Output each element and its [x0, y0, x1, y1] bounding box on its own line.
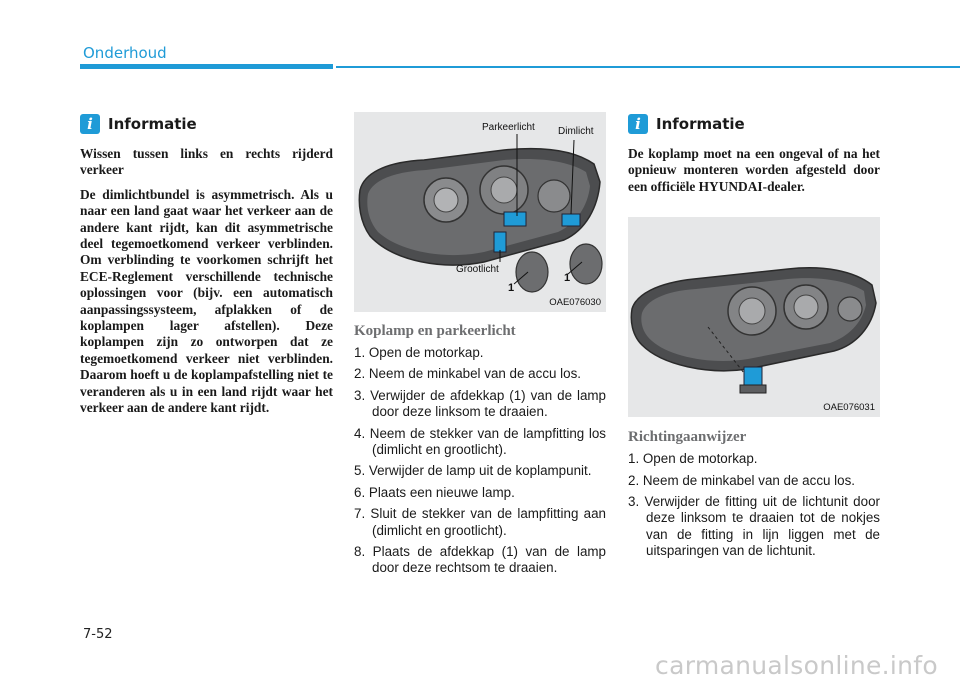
info-title: Informatie	[656, 115, 745, 133]
column-right	[628, 112, 880, 565]
list-item: 2. Neem de minkabel van de accu los.	[354, 366, 582, 382]
column-left	[80, 112, 333, 425]
callout-number: 1	[564, 272, 571, 284]
list-item: 2. Neem de minkabel van de accu los.	[628, 472, 856, 488]
page-number: 7-52	[83, 627, 113, 642]
headlamp-turn-signal-illustration	[628, 217, 880, 417]
list-item: 3. Verwijder de afdekkap (1) van de lamp door deze linksom te draaien.	[354, 387, 606, 420]
list-item: 4. Neem de stekker van de lampfitting los (dimlicht en grootlicht).	[354, 425, 606, 458]
watermark: carmanualsonline.info	[655, 651, 938, 680]
steps-list-headlamp	[354, 345, 606, 577]
column-middle	[354, 112, 606, 582]
info-body: De koplamp moet na een ongeval of na het opnieuw monteren worden afgesteld door een officiële HYUNDAI-dealer.	[628, 146, 880, 194]
list-item: 1. Open de motorkap.	[354, 345, 484, 360]
callout-parking-light: Parkeerlicht	[482, 122, 535, 133]
section-heading-turn-signal: Richtingaanwijzer	[628, 429, 747, 446]
info-header	[80, 112, 333, 136]
info-body: De dimlichtbundel is asymmetrisch. Als u naar een land gaat waar het verkeer aan de andere kant rijdt, kan dit asymmetrische deel tegemoetkomend verkeer verblinden. Om verblinding te voorkomen schrijft het ECE-Reglement verschillende technische oplossingen voor (bijv. een automatisch aanpassingssysteem, afplakken of de koplampen lager afstellen). Deze koplampen zijn zo ontworpen dat ze tegemoetkomend verkeer niet verblinden. Daarom hoeft u de koplampafstelling niet te veranderen als u in een land rijdt waar het verkeer aan de andere kant rijdt.	[80, 186, 333, 416]
figure-code: OAE076030	[549, 297, 601, 308]
list-item: 7. Sluit de stekker van de lampfitting aan (dimlicht en grootlicht).	[354, 506, 606, 538]
list-item: 5. Verwijder de lamp uit de koplampunit.	[354, 463, 592, 479]
figure-code: OAE076031	[823, 402, 875, 414]
info-header	[628, 112, 880, 136]
info-icon: i	[80, 114, 100, 134]
list-item: 3. Verwijder de fitting uit de lichtunit door deze linksom te draaien tot de nokjes van de fitting in lijn liggen met de uitsparingen van de lichtunit.	[628, 494, 880, 559]
list-item: 6. Plaats een nieuwe lamp.	[354, 484, 515, 500]
section-title: Onderhoud	[83, 44, 167, 62]
header-rule	[336, 66, 960, 68]
info-title: Informatie	[108, 115, 197, 133]
section-heading-headlamp: Koplamp en parkeerlicht	[354, 323, 516, 339]
header-bar-accent	[80, 64, 333, 69]
info-subtitle: Wissen tussen links en rechts rijderd verkeer	[80, 146, 333, 178]
headlamp-figure-turn-signal	[628, 217, 880, 417]
steps-list-turn-signal	[628, 451, 880, 559]
callout-high-beam: Grootlicht	[456, 264, 499, 275]
list-item: 1. Open de motorkap.	[628, 451, 758, 467]
callout-dim-light: Dimlicht	[558, 126, 594, 137]
list-item: 8. Plaats de afdekkap (1) van de lamp door deze rechtsom te draaien.	[354, 544, 606, 576]
info-icon: i	[628, 114, 648, 134]
callout-number: 1	[508, 282, 515, 294]
headlamp-figure-rear	[354, 112, 606, 312]
